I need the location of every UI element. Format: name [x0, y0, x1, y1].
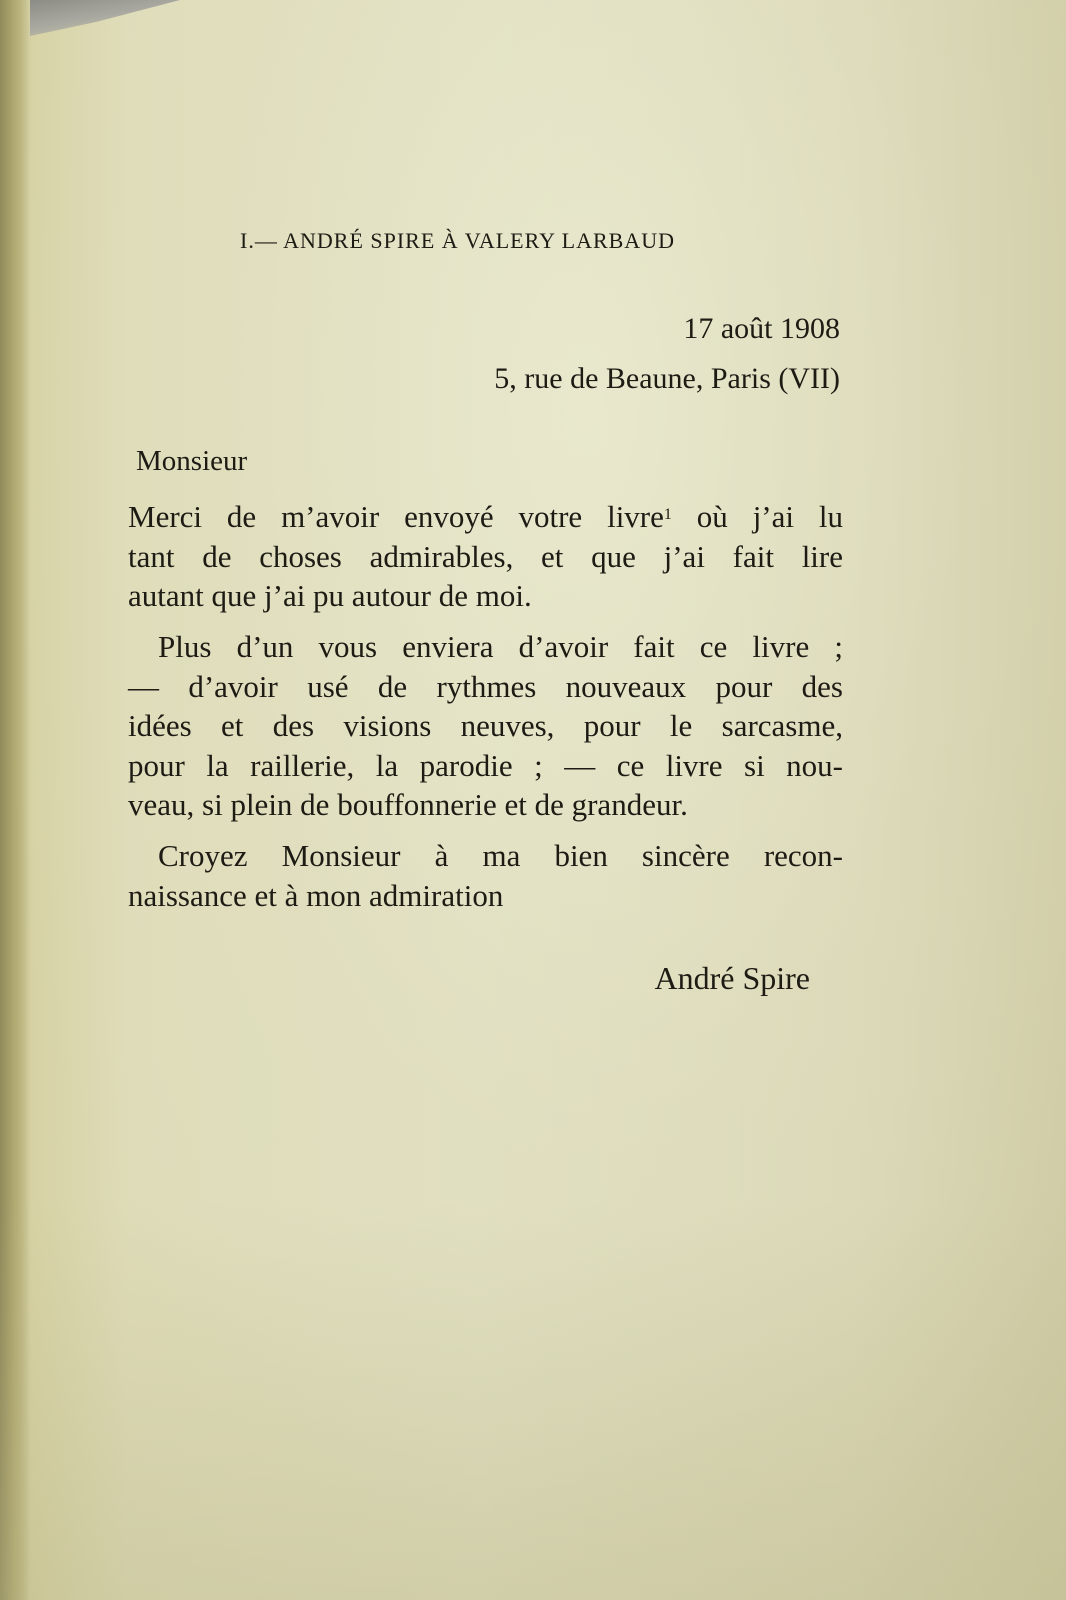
paragraph-2-line-2: — d’avoir usé de rythmes nouveaux pour des — [128, 668, 843, 704]
paragraph-1 — [128, 497, 843, 616]
paragraph-1-line-2: tant de choses admirables, et que j’ai fait lire — [128, 538, 843, 574]
page-corner-shadow — [30, 0, 180, 36]
paragraph-2-line-4: pour la raillerie, la parodie ; — ce livre si nou- — [128, 747, 843, 783]
paragraph-3-line-2: naissance et à mon admiration — [128, 877, 504, 913]
paragraph-1-line-1-start: Merci de m’avoir envoyé votre livre — [128, 499, 664, 534]
letter-signature: André Spire — [654, 960, 810, 996]
letter-address: 5, rue de Beaune, Paris (VII) — [494, 362, 840, 395]
paragraph-1-line-3: autant que j’ai pu autour de moi. — [128, 578, 532, 613]
letter-salutation: Monsieur — [136, 445, 248, 477]
paragraph-2-line-1: Plus d’un vous enviera d’avoir fait ce livre ; — [158, 629, 843, 664]
paragraph-2-line-3: idées et des visions neuves, pour le sarcasme, — [128, 708, 843, 743]
letter-date: 17 août 1908 — [683, 312, 840, 345]
paragraph-1-line-1-end: où j’ai lu — [671, 499, 844, 534]
paragraph-2-line-5: veau, si plein de bouffonnerie et de grandeur. — [128, 787, 688, 822]
paragraph-1-line-1 — [128, 497, 843, 537]
paragraph-2 — [128, 627, 843, 825]
paragraph-3 — [128, 836, 843, 915]
page-bottom-shading — [0, 1200, 1066, 1600]
letter-heading: I.— ANDRÉ SPIRE À VALERY LARBAUD — [240, 228, 675, 253]
footnote-marker: 1 — [663, 506, 672, 523]
paragraph-3-line-1: Croyez Monsieur à ma bien sincère recon- — [158, 838, 843, 873]
